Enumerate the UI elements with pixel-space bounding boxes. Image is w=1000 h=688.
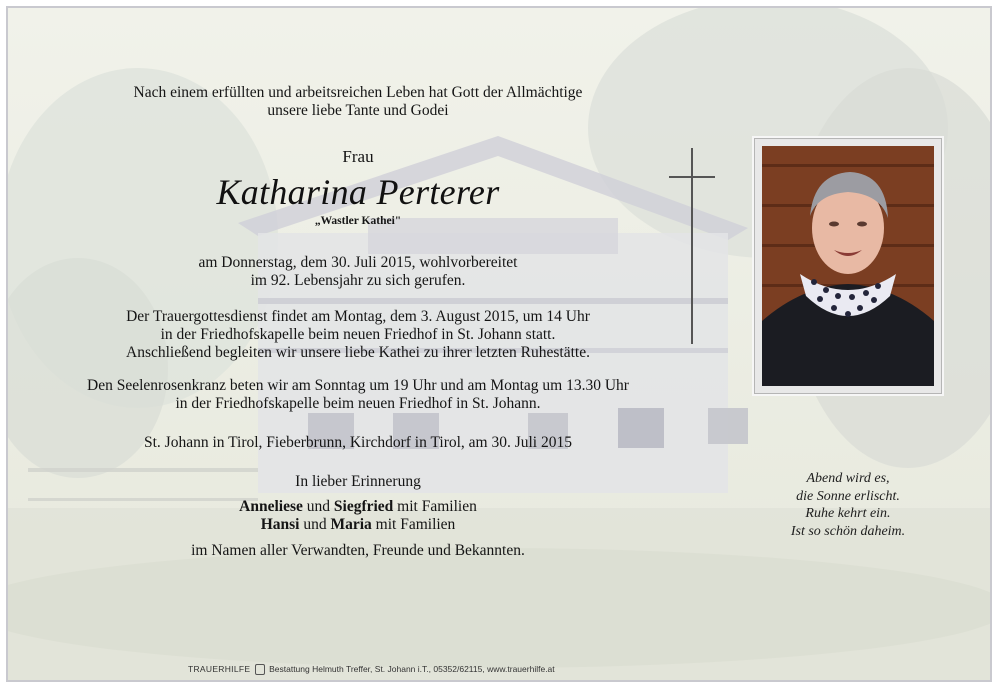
poem <box>768 470 928 540</box>
footer-brand: TRAUERHILFE <box>188 664 251 674</box>
poem-line: die Sonne erlischt. <box>796 488 900 504</box>
footer-text: Bestattung Helmuth Treffer, St. Johann i.T., 05352/62115, www.trauerhilfe.at <box>269 664 555 674</box>
relatives-line: im Namen aller Verwandten, Freunde und Bekannten. <box>191 542 525 559</box>
mourner-name: Siegfried <box>333 498 394 515</box>
suffix-text: mit Familien <box>393 498 477 515</box>
mourner-name: Maria <box>330 516 372 533</box>
intro-text <box>38 84 678 120</box>
mourner-line <box>38 498 678 516</box>
poem-line: Abend wird es, <box>806 471 890 486</box>
place-date: St. Johann in Tirol, Fieberbrunn, Kirchdorf in Tirol, am 30. Juli 2015 <box>144 434 572 451</box>
death-notice <box>38 254 678 290</box>
deceased-name: Katharina Perterer <box>216 172 500 212</box>
service-line: Anschließend begleiten wir unsere liebe Kathei zu ihrer letzten Ruhestätte. <box>126 344 590 361</box>
mourner-name: Hansi <box>260 516 300 533</box>
connector-text: und <box>299 516 331 533</box>
portrait-photo <box>762 146 934 386</box>
service-line: Der Trauergottesdienst findet am Montag, dem 3. August 2015, um 14 Uhr <box>126 308 590 325</box>
salutation: Frau <box>342 147 374 166</box>
trauerhilfe-logo-icon <box>255 664 265 675</box>
death-line: im 92. Lebensjahr zu sich gerufen. <box>250 272 466 289</box>
service-line: in der Friedhofskapelle beim neuen Friedhof in St. Johann statt. <box>160 326 556 343</box>
rosary-line: Den Seelenrosenkranz beten wir am Sonntag um 19 Uhr und am Montag um 13.30 Uhr <box>87 377 629 394</box>
rosary-prayer <box>38 377 678 413</box>
cross-icon-bar <box>669 176 715 178</box>
obituary-card <box>6 6 992 682</box>
intro-line: unsere liebe Tante und Godei <box>267 102 449 119</box>
mourners-list <box>38 498 678 534</box>
poem-line: Ist so schön daheim. <box>790 523 906 539</box>
intro-line: Nach einem erfüllten und arbeitsreichen Leben hat Gott der Allmächtige <box>133 84 583 101</box>
rosary-line: in der Friedhofskapelle beim neuen Friedhof in St. Johann. <box>175 395 541 412</box>
suffix-text: mit Familien <box>371 516 456 533</box>
footer <box>188 664 555 675</box>
memory-heading: In lieber Erinnerung <box>295 473 421 490</box>
mourner-line <box>38 516 678 534</box>
nickname: „Wastler Kathei" <box>314 215 402 227</box>
mourner-name: Anneliese <box>239 498 303 515</box>
connector-text: und <box>302 498 334 515</box>
portrait-frame <box>754 138 942 394</box>
portrait-image <box>762 146 934 386</box>
poem-line: Ruhe kehrt ein. <box>805 506 891 521</box>
funeral-service <box>38 308 678 362</box>
death-line: am Donnerstag, dem 30. Juli 2015, wohlvorbereitet <box>198 254 518 271</box>
